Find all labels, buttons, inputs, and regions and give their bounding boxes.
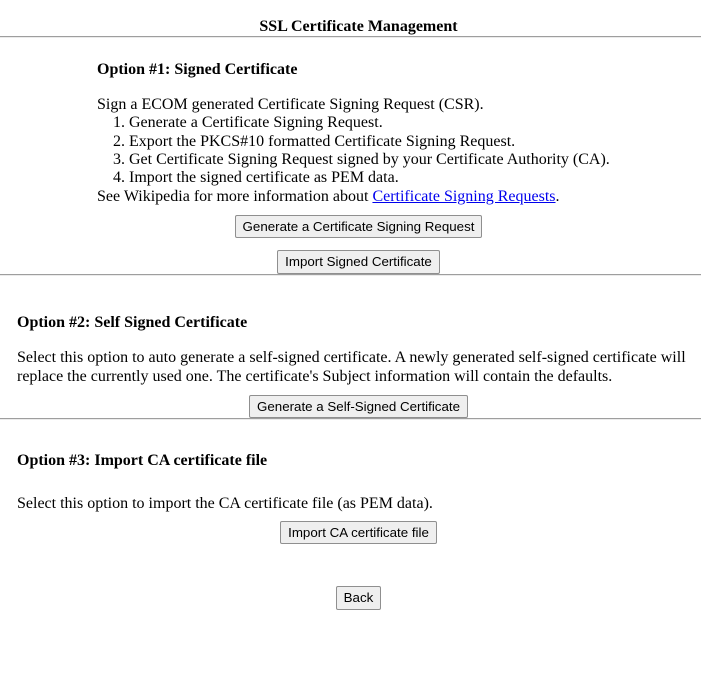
step-item: 4. Import the signed certificate as PEM data. xyxy=(129,169,700,187)
wikipedia-note xyxy=(97,188,700,206)
import-signed-certificate-button[interactable]: Import Signed Certificate xyxy=(277,250,440,273)
wikipedia-note-period: . xyxy=(555,187,560,205)
option2-section xyxy=(17,314,700,418)
option3-description: Select this option to import the CA certificate file (as PEM data). xyxy=(17,494,433,512)
option3-section xyxy=(17,452,700,544)
option1-section xyxy=(17,61,700,273)
option1-instructions xyxy=(97,96,700,206)
divider xyxy=(0,418,701,420)
certificate-signing-requests-link[interactable]: Certificate Signing Requests xyxy=(372,187,556,205)
option1-heading: Option #1: Signed Certificate xyxy=(97,61,298,79)
step-item: 3. Get Certificate Signing Request signed by your Certificate Authority (CA). xyxy=(129,151,700,169)
wikipedia-note-text: See Wikipedia for more information about xyxy=(97,187,373,205)
back-button[interactable]: Back xyxy=(336,586,382,609)
footer xyxy=(17,586,700,609)
generate-self-signed-button[interactable]: Generate a Self-Signed Certificate xyxy=(249,395,468,418)
option3-heading: Option #3: Import CA certificate file xyxy=(17,452,268,470)
divider xyxy=(0,36,701,38)
import-ca-certificate-button[interactable]: Import CA certificate file xyxy=(280,521,437,544)
option2-heading: Option #2: Self Signed Certificate xyxy=(17,313,248,331)
generate-csr-button[interactable]: Generate a Certificate Signing Request xyxy=(235,215,483,238)
option2-description: Select this option to auto generate a self-signed certificate. A newly generated self-signed certificate will replace the currently used one. The certificate's Subject information will contain the defaults. xyxy=(17,349,686,385)
page-title: SSL Certificate Management xyxy=(259,18,458,35)
divider xyxy=(0,274,701,276)
option1-intro: Sign a ECOM generated Certificate Signing Request (CSR). xyxy=(97,95,484,113)
option1-steps-list xyxy=(97,114,700,188)
step-item: 2. Export the PKCS#10 formatted Certificate Signing Request. xyxy=(129,133,700,151)
step-item: 1. Generate a Certificate Signing Request. xyxy=(129,114,700,132)
